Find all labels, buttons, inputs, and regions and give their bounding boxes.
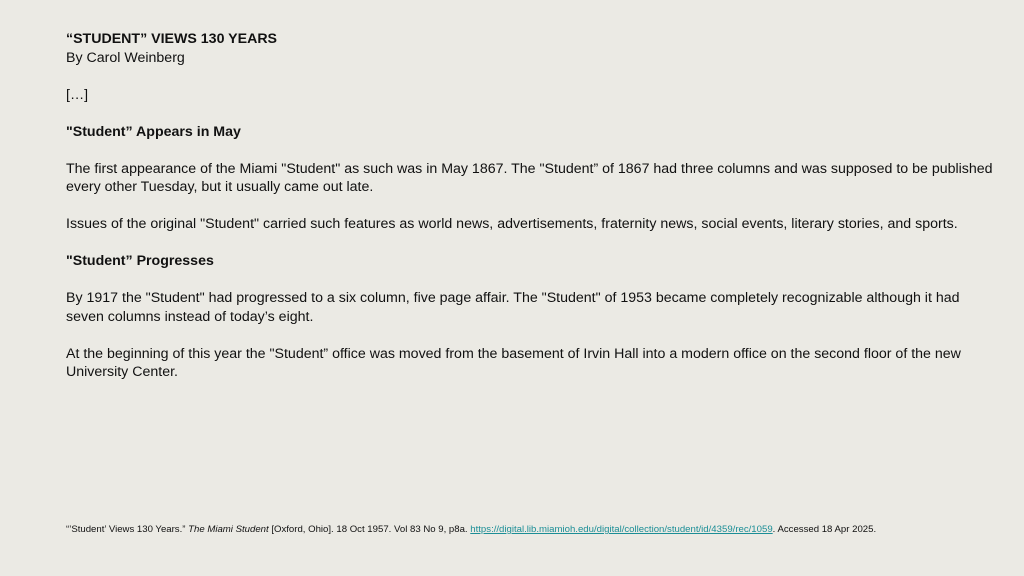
spacer xyxy=(66,104,996,123)
spacer xyxy=(66,197,996,216)
article-title: “STUDENT” VIEWS 130 YEARS xyxy=(66,31,278,47)
citation-details: [Oxford, Ohio]. 18 Oct 1957. Vol 83 No 9, p8a. xyxy=(268,524,471,535)
section-heading-appears-in-may: "Student” Appears in May xyxy=(66,123,241,140)
paragraph: The first appearance of the Miami "Student" as such was in May 1867. The "Student” of 1867 had three columns and was supposed to be published every other Tuesday, but it usually came out late. xyxy=(66,160,993,195)
paragraph: At the beginning of this year the "Student” office was moved from the basement of Irvin Hall into a modern office on the second floor of the new University Center. xyxy=(66,345,961,380)
spacer xyxy=(66,141,996,160)
article-body xyxy=(66,30,996,382)
spacer xyxy=(66,234,996,253)
spacer xyxy=(66,67,996,86)
spacer xyxy=(66,271,996,290)
spacer xyxy=(66,326,996,345)
citation-lead: “’Student’ Views 130 Years.” xyxy=(66,524,189,535)
citation-footnote xyxy=(66,523,966,536)
citation-accessed: . Accessed 18 Apr 2025. xyxy=(772,524,877,535)
article-byline: By Carol Weinberg xyxy=(66,49,185,66)
citation-link[interactable]: https://digital.lib.miamioh.edu/digital/collection/student/id/4359/rec/1059 xyxy=(470,524,773,535)
ellipsis-marker: […] xyxy=(66,86,89,103)
section-heading-progresses: "Student” Progresses xyxy=(66,253,214,269)
paragraph: Issues of the original "Student" carried such features as world news, advertisements, fraternity news, social events, literary stories, and sports. xyxy=(66,216,958,232)
citation-journal: The Miami Student xyxy=(188,524,269,535)
paragraph: By 1917 the "Student" had progressed to a six column, five page affair. The "Student" of 1953 became completely recognizable although it had seven columns instead of today’s eight. xyxy=(66,290,960,325)
